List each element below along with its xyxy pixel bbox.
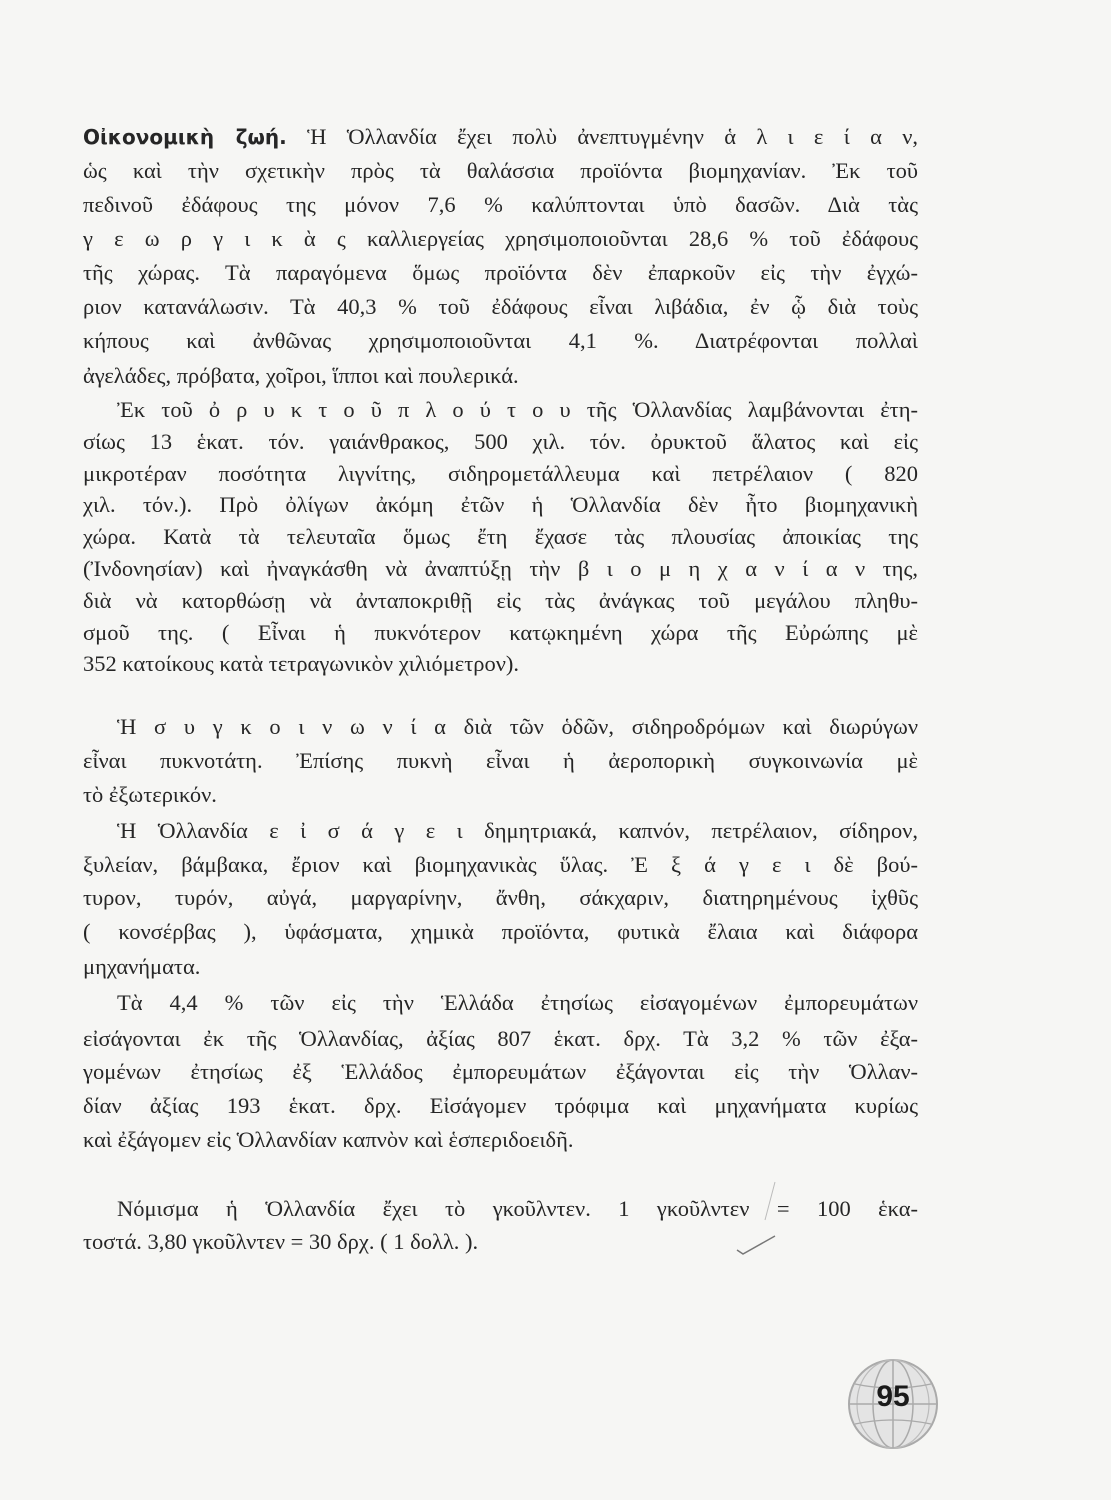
text-line	[117, 987, 918, 1019]
text-line	[83, 189, 918, 221]
text-line	[83, 1023, 918, 1055]
line-text: Ἡ Ὁλλανδία ἔχει πολὺ ἀνεπτυγμένην ἁ λ ι ε ί α ν,	[286, 124, 919, 149]
line-text: (Ἰνδονησίαν) καὶ ἠναγκάσθη νὰ ἀναπτύξῃ τὴν β ι ο μ η χ α ν ί α ν της,	[83, 556, 918, 581]
text-line	[83, 121, 918, 153]
line-text: τοστά. 3,80 γκοῦλντεν = 30 δρχ. ( 1 δολλ. ).	[83, 1229, 479, 1254]
text-line	[83, 458, 918, 490]
line-text: τυρον, τυρόν, αὐγά, μαργαρίνην, ἄνθη, σάκχαριν, διατηρημένους ἰχθῦς	[83, 885, 918, 910]
text-line	[83, 489, 918, 521]
text-line	[117, 815, 918, 847]
line-text: ἀγελάδες, πρόβατα, χοῖροι, ἵπποι καὶ πουλερικά.	[83, 363, 519, 388]
text-line	[83, 325, 918, 357]
text-line	[83, 882, 918, 914]
line-text: ὡς καὶ τὴν σχετικὴν πρὸς τὰ θαλάσσια προϊόντα βιομηχανίαν. Ἐκ τοῦ	[83, 158, 918, 183]
line-text: εἶναι πυκνοτάτη. Ἐπίσης πυκνὴ εἶναι ἡ ἀεροπορικὴ συγκοινωνία μὲ	[83, 748, 918, 773]
line-text: χιλ. τόν.). Πρὸ ὀλίγων ἀκόμη ἐτῶν ἡ Ὁλλανδία δὲν ἦτο βιομηχανικὴ	[83, 492, 918, 517]
line-text: σμοῦ της. ( Εἶναι ἡ πυκνότερον κατῳκημένη χώρα τῆς Εὐρώπης μὲ	[83, 620, 918, 645]
line-text: ξυλείαν, βάμβακα, ἔριον καὶ βιομηχανικὰς ὕλας. Ἐ ξ ά γ ε ι δὲ βού-	[83, 852, 918, 877]
line-text: Ἡ Ὁλλανδία ε ἰ σ ά γ ε ι δημητριακά, καπνόν, πετρέλαιον, σίδηρον,	[117, 818, 918, 843]
text-line	[83, 257, 918, 289]
line-text: κήπους καὶ ἀνθῶνας χρησιμοποιοῦνται 4,1 %. Διατρέφονται πολλαὶ	[83, 328, 918, 353]
line-text: δίαν ἀξίας 193 ἑκατ. δρχ. Εἰσάγομεν τρόφιμα καὶ μηχανήματα κυρίως	[83, 1093, 918, 1118]
text-line	[83, 585, 918, 617]
text-line	[117, 394, 918, 426]
line-text: πεδινοῦ ἐδάφους της μόνον 7,6 % καλύπτονται ὑπὸ δασῶν. Διὰ τὰς	[83, 192, 918, 217]
text-line	[83, 360, 918, 392]
line-text: Ἐκ τοῦ ὀ ρ υ κ τ ο ῦ π λ ο ύ τ ο υ τῆς Ὁλλανδίας λαμβάνονται ἐτη-	[117, 397, 918, 422]
line-text: 352 κατοίκους κατὰ τετραγωνικὸν χιλιόμετρον).	[83, 651, 520, 676]
text-line	[83, 155, 918, 187]
text-line	[83, 291, 918, 323]
text-line	[83, 1124, 918, 1156]
text-line	[83, 745, 918, 777]
text-line	[117, 1193, 918, 1225]
text-line	[83, 617, 918, 649]
line-text: σίως 13 ἑκατ. τόν. γαιάνθρακος, 500 χιλ. τόν. ὀρυκτοῦ ἅλατος καὶ εἰς	[83, 429, 918, 454]
text-line	[83, 849, 918, 881]
line-text: ( κονσέρβας ), ὑφάσματα, χημικὰ προϊόντα, φυτικὰ ἔλαια καὶ διάφορα	[83, 919, 918, 944]
line-text: γομένων ἐτησίως ἐξ Ἑλλάδος ἐμπορευμάτων ἐξάγονται εἰς τὴν Ὁλλαν-	[83, 1059, 918, 1084]
text-line	[83, 553, 918, 585]
text-line	[83, 521, 918, 553]
line-text: Ἡ σ υ γ κ ο ι ν ω ν ί α διὰ τῶν ὁδῶν, σιδηροδρόμων καὶ διωρύγων	[117, 714, 918, 739]
text-line	[83, 1056, 918, 1088]
text-line	[83, 648, 918, 680]
line-text: εἰσάγονται ἐκ τῆς Ὁλλανδίας, ἀξίας 807 ἑκατ. δρχ. Τὰ 3,2 % τῶν ἐξα-	[83, 1026, 918, 1051]
line-text: καὶ ἐξάγομεν εἰς Ὁλλανδίαν καπνὸν καὶ ἑσπεριδοειδῆ.	[83, 1127, 574, 1152]
page-number: 95	[876, 1380, 910, 1413]
line-text: Νόμισμα ἡ Ὁλλανδία ἔχει τὸ γκοῦλντεν. 1 γκοῦλντεν = 100 ἑκα-	[117, 1196, 918, 1221]
line-text: γ ε ω ρ γ ι κ ὰ ς καλλιεργείας χρησιμοποιοῦνται 28,6 % τοῦ ἐδάφους	[83, 226, 918, 251]
text-line	[117, 711, 918, 743]
line-text: τῆς χώρας. Τὰ παραγόμενα ὅμως προϊόντα δὲν ἐπαρκοῦν εἰς τὴν ἐγχώ-	[83, 260, 918, 285]
line-text: χώρα. Κατὰ τὰ τελευταῖα ὅμως ἔτη ἔχασε τὰς πλουσίας ἀποικίας της	[83, 524, 918, 549]
text-line	[83, 1226, 918, 1258]
text-line	[83, 951, 918, 983]
line-text: ριον κατανάλωσιν. Τὰ 40,3 % τοῦ ἐδάφους εἶναι λιβάδια, ἐν ᾧ διὰ τοὺς	[83, 294, 918, 319]
text-line	[83, 779, 918, 811]
handwritten-check-mark	[735, 1180, 785, 1260]
section-heading: Οἰκονομικὴ ζωή.	[83, 125, 287, 149]
line-text: μικροτέραν ποσότητα λιγνίτης, σιδηρομετάλλευμα καὶ πετρέλαιον ( 820	[83, 461, 918, 486]
text-line	[83, 1090, 918, 1122]
line-text: διὰ νὰ κατορθώσῃ νὰ ἀνταποκριθῇ εἰς τὰς ἀνάγκας τοῦ μεγάλου πληθυ-	[83, 588, 918, 613]
line-text: τὸ ἐξωτερικόν.	[83, 782, 217, 807]
text-line	[83, 223, 918, 255]
line-text: Τὰ 4,4 % τῶν εἰς τὴν Ἑλλάδα ἐτησίως εἰσαγομένων ἐμπορευμάτων	[117, 990, 918, 1015]
text-line	[83, 916, 918, 948]
line-text: μηχανήματα.	[83, 954, 201, 979]
text-line	[83, 426, 918, 458]
